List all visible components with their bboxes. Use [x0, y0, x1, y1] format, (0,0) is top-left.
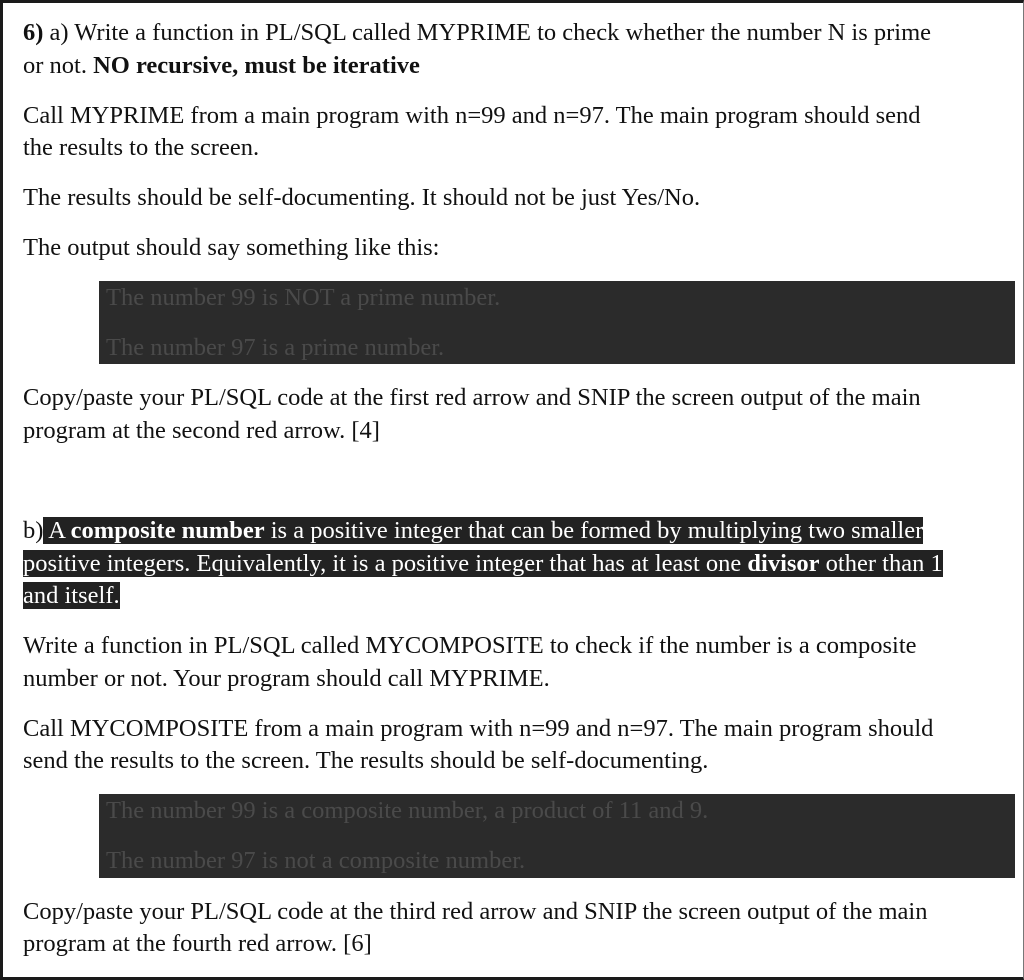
write-instruction-line-2: number or not. Your program should call MYPRIME.: [23, 665, 550, 692]
question-a-line-2: or not. NO recursive, must be iterative: [23, 52, 420, 79]
sample-output-line: The number 97 is not a composite number.: [106, 847, 526, 874]
term-composite-number: composite number: [70, 517, 265, 544]
definition-line-3: and itself.: [23, 582, 120, 609]
term-divisor: divisor: [747, 550, 820, 577]
sample-output-line: The number 97 is a prime number.: [106, 334, 445, 361]
definition-line-2: positive integers. Equivalently, it is a positive integer that has at least one divisor other than 1: [23, 550, 943, 577]
question-number: 6): [23, 19, 44, 46]
constraint-text: NO recursive, must be iterative: [93, 52, 420, 79]
sample-output-line: The number 99 is NOT a prime number.: [106, 284, 501, 311]
question-a-line-1: 6) a) Write a function in PL/SQL called MYPRIME to check whether the number N is prime: [23, 19, 932, 46]
call-instruction-b-line-1: Call MYCOMPOSITE from a main program with n=99 and n=97. The main program should: [23, 715, 934, 742]
question-b-label: b): [23, 517, 44, 544]
write-instruction-line-1: Write a function in PL/SQL called MYCOMPOSITE to check if the number is a composite: [23, 632, 917, 659]
call-instruction-line-2: the results to the screen.: [23, 134, 260, 161]
copy-instruction-line-1: Copy/paste your PL/SQL code at the first red arrow and SNIP the screen output of the main: [23, 384, 921, 411]
call-instruction-b-line-2: send the results to the screen. The results should be self-documenting.: [23, 747, 709, 774]
copy-instruction-line-2: program at the second red arrow. [4]: [23, 417, 380, 444]
self-documenting-note: The results should be self-documenting. It should not be just Yes/No.: [23, 184, 701, 211]
copy-instruction-b-line-1: Copy/paste your PL/SQL code at the third red arrow and SNIP the screen output of the main: [23, 898, 928, 925]
copy-instruction-b-line-2: program at the fourth red arrow. [6]: [23, 930, 372, 957]
definition-line-1: b) A composite number is a positive integer that can be formed by multiplying two smaller: [23, 517, 924, 544]
call-instruction-line-1: Call MYPRIME from a main program with n=99 and n=97. The main program should send: [23, 102, 921, 129]
output-intro: The output should say something like this:: [23, 234, 440, 261]
sample-output-line: The number 99 is a composite number, a product of 11 and 9.: [106, 797, 709, 824]
